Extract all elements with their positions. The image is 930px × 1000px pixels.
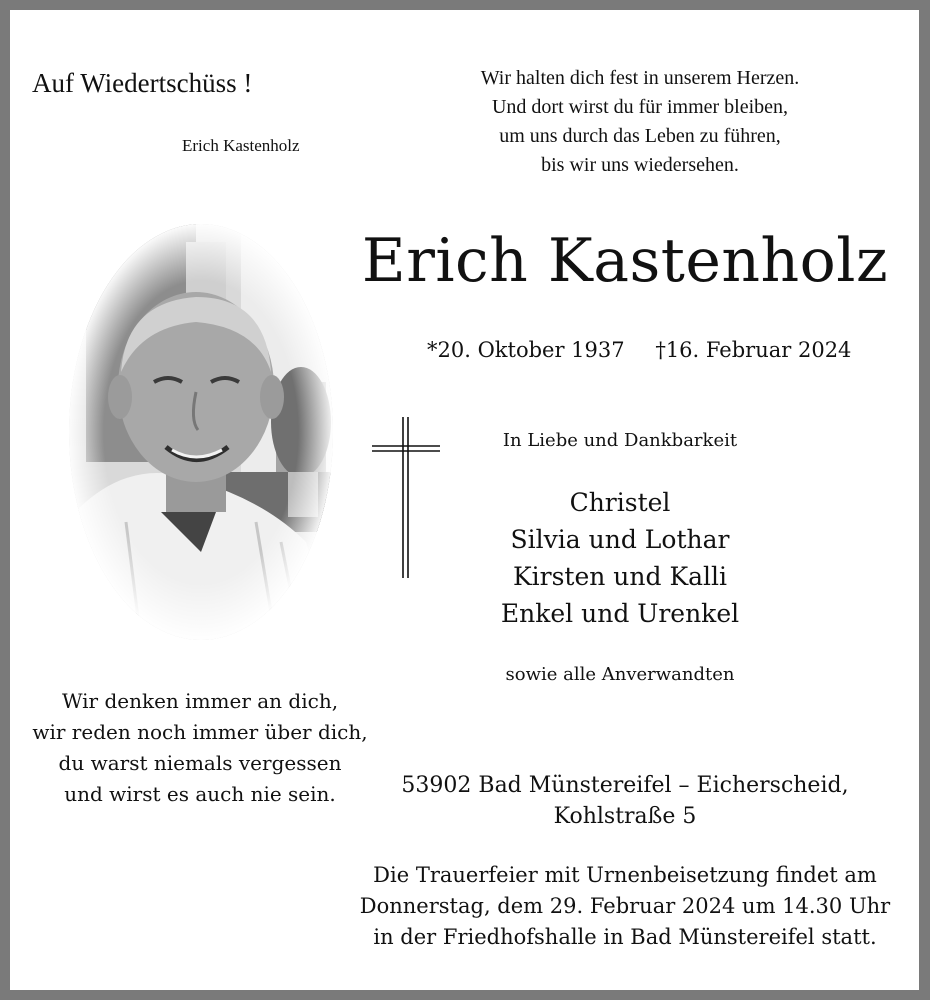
- poem-top-line: um uns durch das Leben zu führen,: [499, 125, 781, 147]
- portrait-photo: [66, 222, 336, 642]
- address-line: 53902 Bad Münstereifel – Eicherscheid,: [401, 773, 849, 798]
- mourner-name: Christel: [569, 488, 671, 517]
- mourner-list: [450, 484, 790, 632]
- service-line: in der Friedhofshalle in Bad Münstereifel statt.: [373, 925, 877, 949]
- poem-top-line: bis wir uns wiedersehen.: [541, 154, 739, 176]
- poem-bottom: [30, 686, 370, 810]
- address: [390, 770, 860, 832]
- motto-signature: Erich Kastenholz: [182, 136, 300, 155]
- mourner-name: Kirsten und Kalli: [512, 562, 728, 591]
- mourner-name: Silvia und Lothar: [510, 525, 730, 554]
- poem-bottom-line: wir reden noch immer über dich,: [32, 720, 368, 744]
- deceased-name: Erich Kastenholz: [361, 226, 889, 296]
- service-info: [350, 860, 900, 953]
- birth-date: *20. Oktober 1937: [427, 338, 625, 362]
- service-line: Die Trauerfeier mit Urnenbeisetzung findet am: [373, 863, 877, 887]
- obituary-notice: [10, 10, 919, 990]
- thanks-line: In Liebe und Dankbarkeit: [502, 430, 738, 451]
- mourner-name: Enkel und Urenkel: [500, 599, 740, 628]
- death-date: †16. Februar 2024: [655, 338, 852, 362]
- relatives-line: sowie alle Anverwandten: [505, 664, 735, 685]
- poem-bottom-line: und wirst es auch nie sein.: [64, 782, 336, 806]
- poem-bottom-line: Wir denken immer an dich,: [61, 689, 339, 713]
- poem-top-line: Wir halten dich fest in unserem Herzen.: [480, 67, 800, 89]
- address-line: Kohlstraße 5: [553, 804, 697, 829]
- life-dates: [415, 338, 852, 362]
- poem-top-line: Und dort wirst du für immer bleiben,: [491, 96, 789, 118]
- motto-title: Auf Wiedertschüss !: [32, 68, 253, 98]
- poem-bottom-line: du warst niemals vergessen: [58, 751, 342, 775]
- cross-icon: [370, 415, 442, 580]
- service-line: Donnerstag, dem 29. Februar 2024 um 14.30 Uhr: [359, 894, 891, 918]
- poem-top: [410, 64, 870, 180]
